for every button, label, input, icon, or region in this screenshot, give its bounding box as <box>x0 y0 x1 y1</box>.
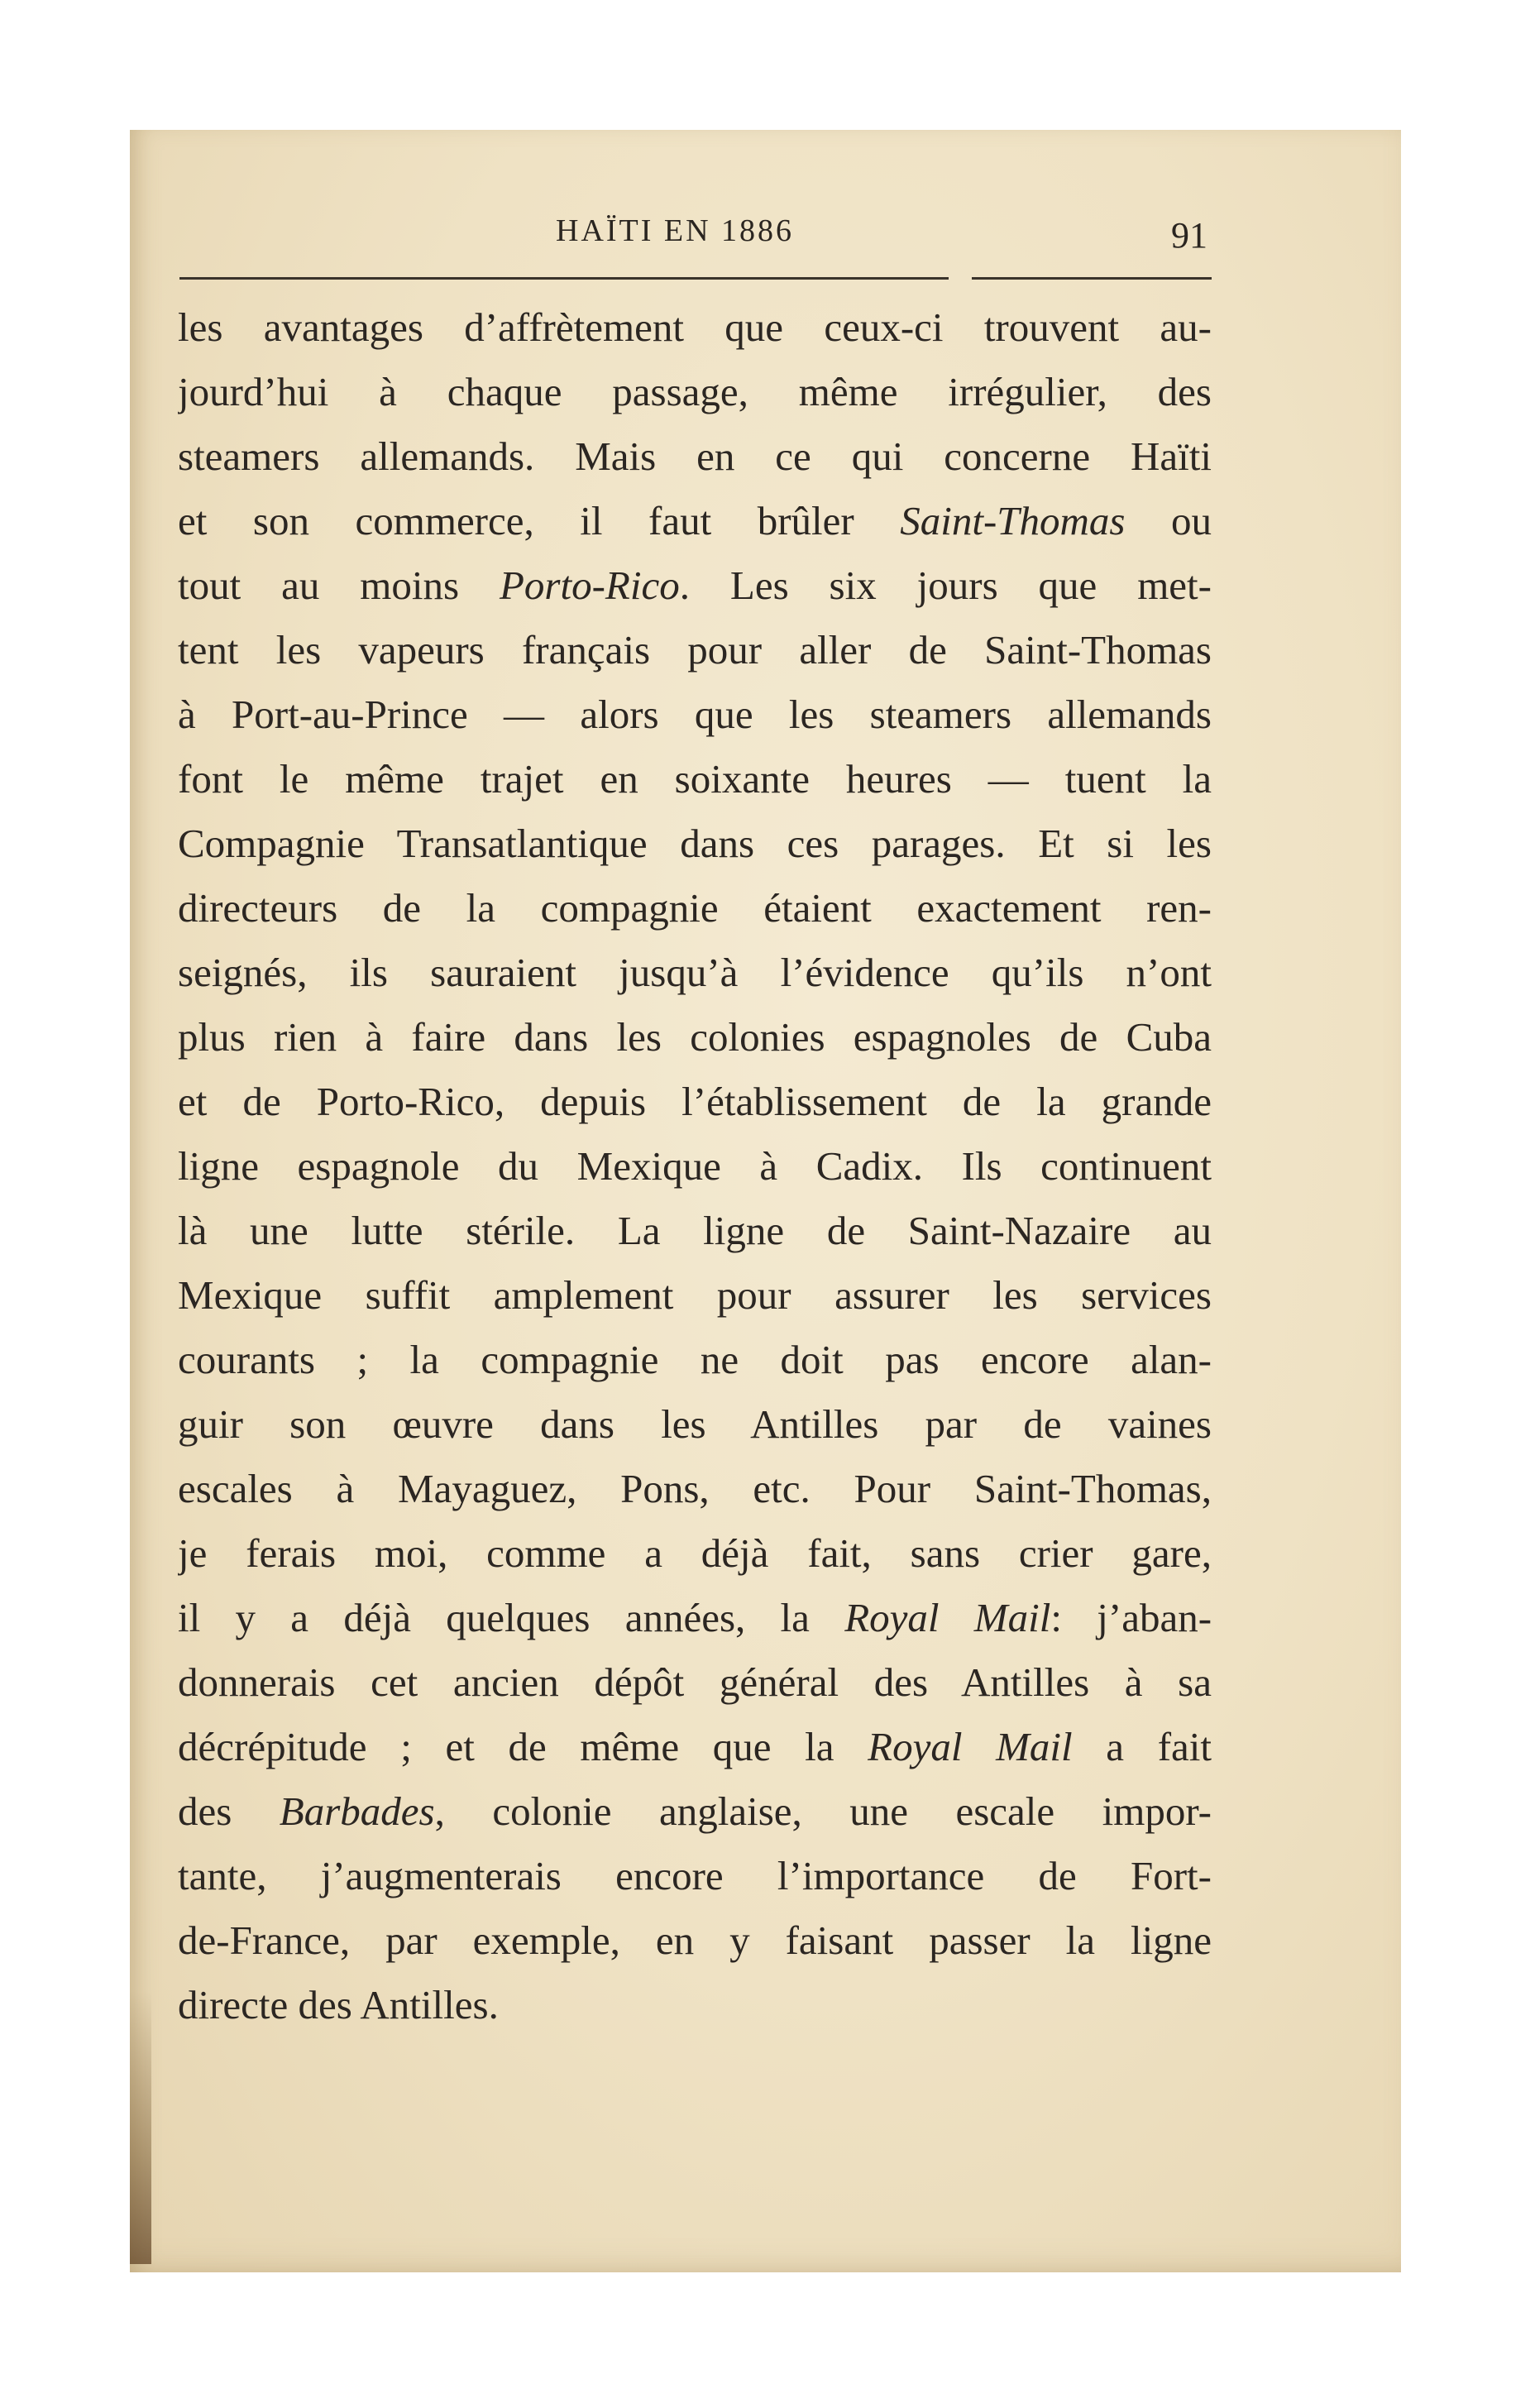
text-segment: ou <box>1125 498 1212 543</box>
text-segment: Compagnie Transatlantique dans ces parages. Et si les <box>178 821 1212 866</box>
text-segment: et de Porto-Rico, depuis l’établissement de la grande <box>178 1079 1212 1124</box>
text-segment: et son commerce, il faut brûler <box>178 498 901 543</box>
text-line <box>178 1586 1212 1650</box>
text-segment: steamers allemands. Mais en ce qui concerne Haïti <box>178 433 1212 479</box>
text-line <box>178 1392 1212 1457</box>
text-line <box>178 1005 1212 1070</box>
text-segment: . Les six jours que met- <box>679 563 1212 608</box>
text-segment: il y a déjà quelques années, la <box>178 1595 845 1640</box>
text-line <box>178 1779 1212 1844</box>
text-segment: donnerais cet ancien dépôt général des Antilles à sa <box>178 1659 1212 1705</box>
text-line <box>178 1199 1212 1263</box>
header-rule-left <box>179 277 949 280</box>
text-line <box>178 1521 1212 1586</box>
text-line <box>178 1715 1212 1779</box>
text-line <box>178 424 1212 489</box>
text-segment: de-France, par exemple, en y faisant passer la ligne <box>178 1917 1212 1963</box>
text-segment: jourd’hui à chaque passage, même irrégulier, des <box>178 369 1212 414</box>
text-segment: des <box>178 1788 280 1834</box>
text-segment: , colonie anglaise, une escale impor- <box>434 1788 1212 1834</box>
italic-text-segment: Porto-Rico <box>500 563 680 608</box>
text-segment: seignés, ils sauraient jusqu’à l’évidence qu’ils n’ont <box>178 950 1212 995</box>
text-segment: directe des Antilles. <box>178 1982 499 2027</box>
running-head <box>130 213 1401 270</box>
text-segment: plus rien à faire dans les colonies espagnoles de Cuba <box>178 1014 1212 1060</box>
text-line <box>178 1457 1212 1521</box>
running-head-title: HAÏTI EN 1886 <box>556 213 795 248</box>
text-segment: ligne espagnole du Mexique à Cadix. Ils continuent <box>178 1143 1212 1189</box>
italic-text-segment: Saint-Thomas <box>900 498 1126 543</box>
text-segment: Mexique suffit amplement pour assurer les services <box>178 1272 1212 1318</box>
book-page <box>130 130 1401 2272</box>
body-text <box>178 295 1212 2037</box>
text-segment: tante, j’augmenterais encore l’importance de Fort- <box>178 1853 1212 1898</box>
text-line <box>178 1070 1212 1134</box>
header-rule-right <box>972 277 1212 280</box>
text-segment: décrépitude ; et de même que la <box>178 1724 868 1769</box>
text-line <box>178 1328 1212 1392</box>
text-segment: : j’aban- <box>1050 1595 1212 1640</box>
text-line <box>178 1650 1212 1715</box>
text-segment: a fait <box>1072 1724 1212 1769</box>
text-line <box>178 1134 1212 1199</box>
text-line <box>178 941 1212 1005</box>
text-line <box>178 1973 1212 2037</box>
text-line <box>178 360 1212 424</box>
text-line <box>178 553 1212 618</box>
text-segment: tout au moins <box>178 563 500 608</box>
text-line <box>178 811 1212 876</box>
italic-text-segment: Barbades <box>279 1788 435 1834</box>
page-number: 91 <box>1171 215 1207 256</box>
text-line <box>178 295 1212 360</box>
text-segment: guir son œuvre dans les Antilles par de vaines <box>178 1401 1212 1447</box>
text-segment: les avantages d’affrètement que ceux-ci trouvent au- <box>178 304 1212 350</box>
text-line <box>178 1263 1212 1328</box>
text-segment: directeurs de la compagnie étaient exactement ren- <box>178 885 1212 931</box>
text-line <box>178 876 1212 941</box>
italic-text-segment: Royal Mail <box>868 1724 1073 1769</box>
text-line <box>178 618 1212 682</box>
text-line <box>178 747 1212 811</box>
text-segment: je ferais moi, comme a déjà fait, sans crier gare, <box>178 1530 1212 1576</box>
text-segment: à Port-au-Prince — alors que les steamers allemands <box>178 692 1212 737</box>
text-segment: font le même trajet en soixante heures — tuent la <box>178 756 1212 802</box>
text-segment: escales à Mayaguez, Pons, etc. Pour Saint-Thomas, <box>178 1466 1212 1511</box>
text-line <box>178 682 1212 747</box>
text-segment: courants ; la compagnie ne doit pas encore alan- <box>178 1337 1212 1382</box>
text-line <box>178 1844 1212 1908</box>
italic-text-segment: Royal Mail <box>844 1595 1051 1640</box>
text-segment: tent les vapeurs français pour aller de Saint-Thomas <box>178 627 1212 673</box>
text-line <box>178 489 1212 553</box>
text-segment: là une lutte stérile. La ligne de Saint-Nazaire au <box>178 1208 1212 1253</box>
text-line <box>178 1908 1212 1973</box>
